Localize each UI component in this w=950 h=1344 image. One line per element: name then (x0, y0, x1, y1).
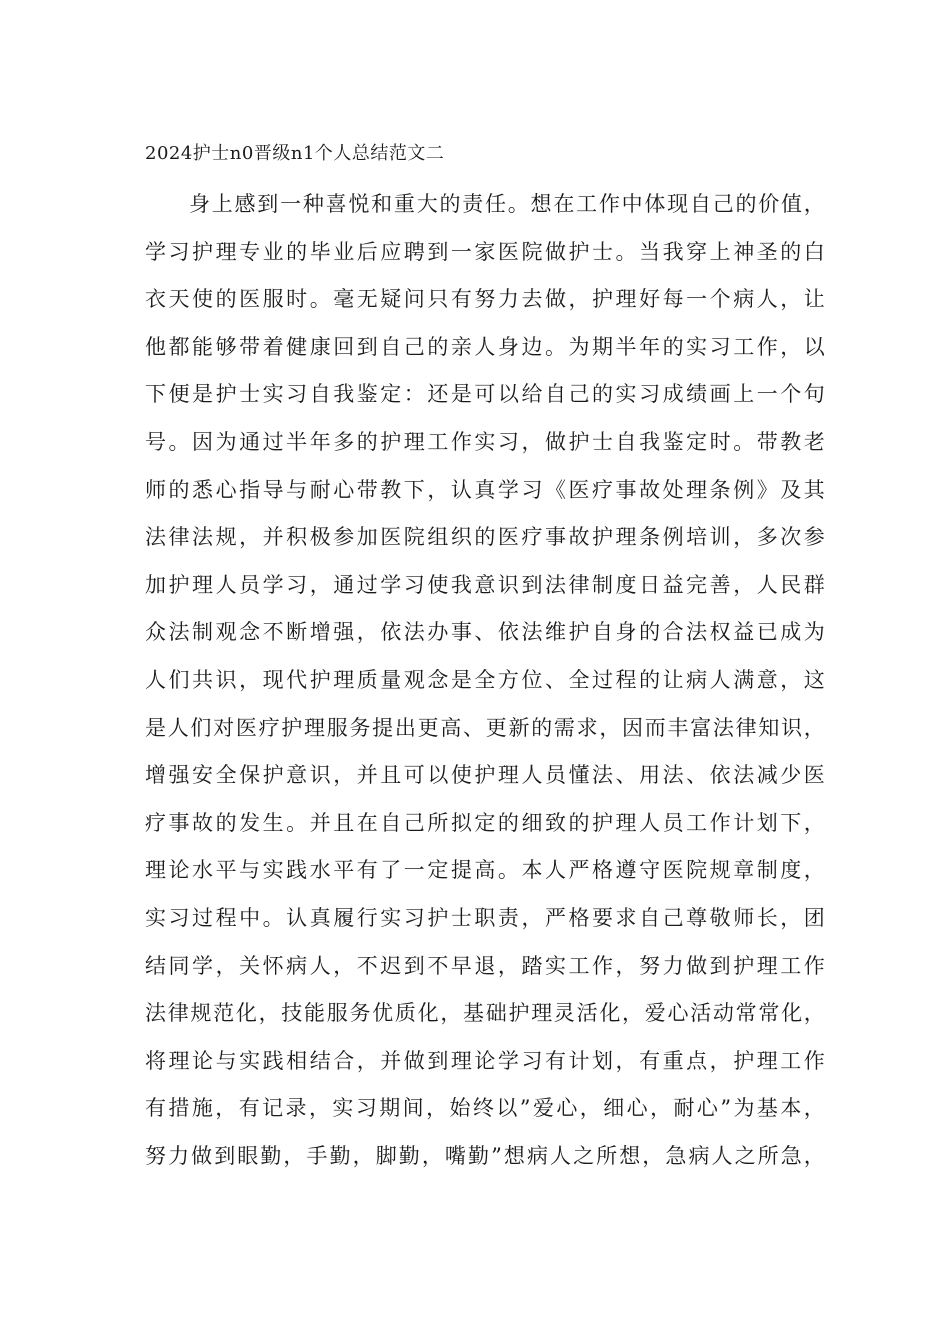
body-line: 人们共识，现代护理质量观念是全方位、全过程的让病人满意，这 (145, 667, 825, 692)
document-body (145, 186, 825, 1185)
body-line: 实习过程中。认真履行实习护士职责，严格要求自己尊敬师长，团 (145, 905, 825, 930)
body-line: 理论水平与实践水平有了一定提高。本人严格遵守医院规章制度， (145, 858, 825, 883)
body-line: 师的悉心指导与耐心带教下，认真学习《医疗事故处理条例》及其 (145, 477, 825, 502)
body-line: 衣天使的医服时。毫无疑问只有努力去做，护理好每一个病人，让 (145, 287, 825, 312)
document-title: 2024护士n0晋级n1个人总结范文二 (145, 143, 445, 164)
body-line: 法律法规，并积极参加医院组织的医疗事故护理条例培训，多次参 (145, 525, 825, 550)
body-line: 疗事故的发生。并且在自己所拟定的细致的护理人员工作计划下， (145, 810, 825, 835)
body-line: 努力做到眼勤，手勤，脚勤，嘴勤”想病人之所想，急病人之所急， (145, 1143, 825, 1168)
body-line: 加护理人员学习，通过学习使我意识到法律制度日益完善，人民群 (145, 572, 825, 597)
body-line: 结同学，关怀病人，不迟到不早退，踏实工作，努力做到护理工作 (145, 953, 825, 978)
body-line: 身上感到一种喜悦和重大的责任。想在工作中体现自己的价值， (189, 192, 825, 216)
body-line: 众法制观念不断增强，依法办事、依法维护自身的合法权益已成为 (145, 620, 825, 645)
body-line: 法律规范化，技能服务优质化，基础护理灵活化，爱心活动常常化， (145, 1001, 825, 1026)
body-line: 增强安全保护意识，并且可以使护理人员懂法、用法、依法减少医 (145, 763, 825, 788)
body-line: 下便是护士实习自我鉴定：还是可以给自己的实习成绩画上一个句 (145, 382, 825, 407)
body-line: 是人们对医疗护理服务提出更高、更新的需求，因而丰富法律知识， (145, 715, 825, 740)
body-line: 他都能够带着健康回到自己的亲人身边。为期半年的实习工作，以 (145, 334, 825, 359)
body-line: 将理论与实践相结合，并做到理论学习有计划，有重点，护理工作 (145, 1048, 825, 1073)
body-line: 学习护理专业的毕业后应聘到一家医院做护士。当我穿上神圣的白 (145, 239, 825, 264)
body-line: 有措施，有记录，实习期间，始终以”爱心，细心，耐心”为基本， (145, 1096, 825, 1121)
body-line: 号。因为通过半年多的护理工作实习，做护士自我鉴定时。带教老 (145, 429, 825, 454)
